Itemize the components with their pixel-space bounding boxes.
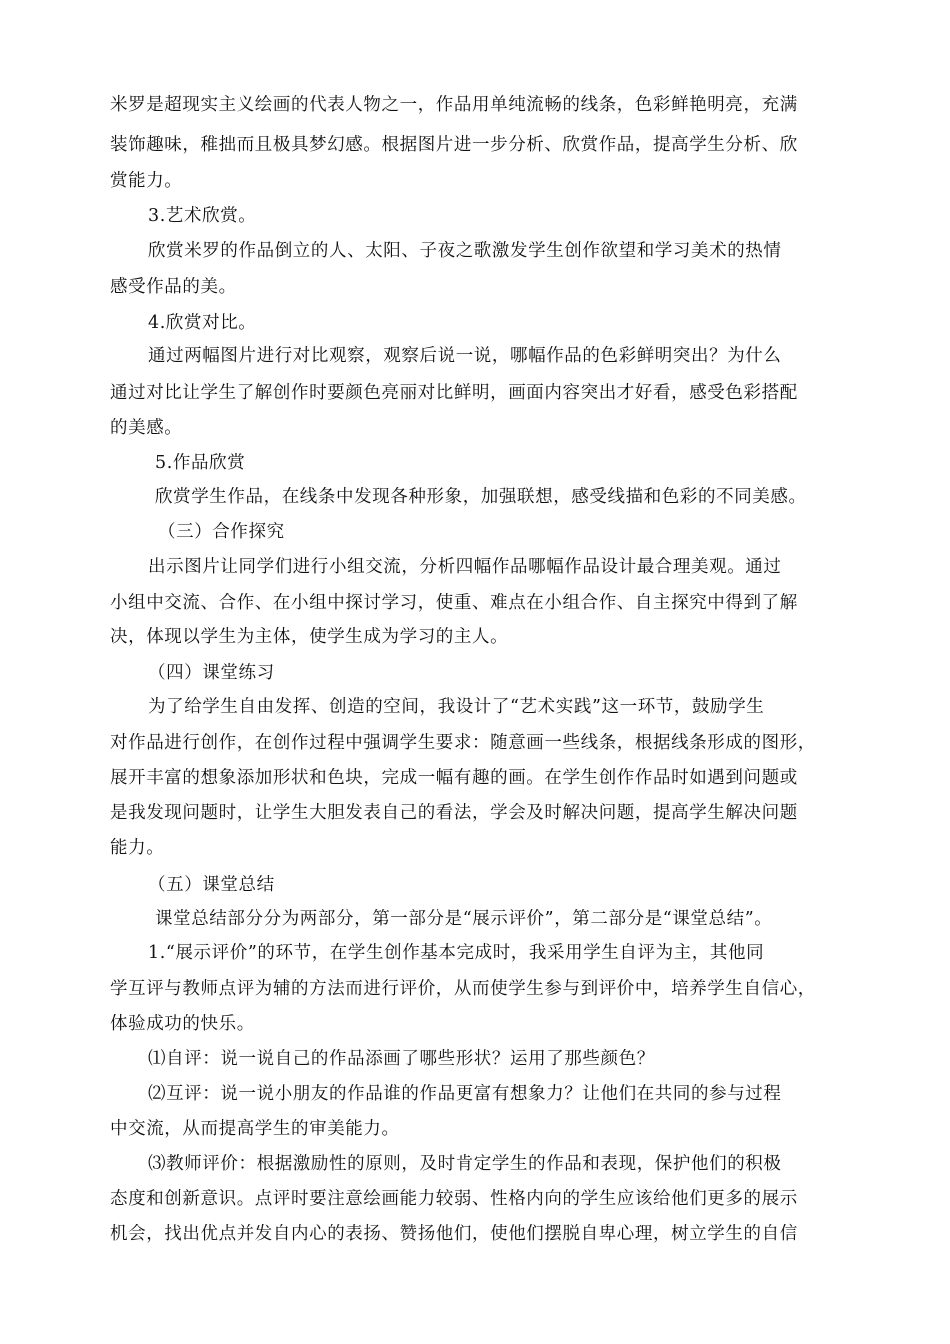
paragraph-line: 展开丰富的想象添加形状和色块，完成一幅有趣的画。在学生创作作品时如遇到问题或 <box>110 768 798 788</box>
paragraph-line: 感受作品的美。 <box>110 277 237 297</box>
paragraph-line: 学互评与教师点评为辅的方法而进行评价，从而使学生参与到评价中，培养学生自信心， <box>110 979 816 999</box>
paragraph-line: 通过两幅图片进行对比观察，观察后说一说，哪幅作品的色彩鲜明突出？为什么 <box>148 346 782 366</box>
paragraph-line: ⑶教师评价：根据激励性的原则，及时肯定学生的作品和表现，保护他们的积极 <box>148 1154 782 1174</box>
section-heading: （三）合作探究 <box>158 522 285 542</box>
paragraph-line: 赏能力。 <box>110 171 183 191</box>
paragraph-line: ⑵互评：说一说小朋友的作品谁的作品更富有想象力？让他们在共同的参与过程 <box>148 1084 782 1104</box>
paragraph-line: 态度和创新意识。点评时要注意绘画能力较弱、性格内向的学生应该给他们更多的展示 <box>110 1189 798 1209</box>
paragraph-line: 米罗是超现实主义绘画的代表人物之一，作品用单纯流畅的线条，色彩鲜艳明亮，充满 <box>110 95 798 115</box>
paragraph-line: 课堂总结部分分为两部分，第一部分是“展示评价”，第二部分是“课堂总结”。 <box>155 909 773 929</box>
paragraph-line: 的美感。 <box>110 418 183 438</box>
paragraph-line: ⑴自评：说一说自己的作品添画了哪些形状？运用了那些颜色？ <box>148 1049 655 1069</box>
section-heading: （四）课堂练习 <box>148 663 275 683</box>
paragraph-line: 小组中交流、合作、在小组中探讨学习，使重、难点在小组合作、自主探究中得到了解 <box>110 593 798 613</box>
paragraph-line: 决，体现以学生为主体，使学生成为学习的主人。 <box>110 627 509 647</box>
paragraph-line: 中交流，从而提高学生的审美能力。 <box>110 1119 400 1139</box>
paragraph-line: 机会，找出优点并发自内心的表扬、赞扬他们，使他们摆脱自卑心理，树立学生的自信 <box>110 1224 798 1244</box>
paragraph-line: 装饰趣味，稚拙而且极具梦幻感。根据图片进一步分析、欣赏作品，提高学生分析、欣 <box>110 135 798 155</box>
section-heading: 5.作品欣赏 <box>155 453 246 473</box>
paragraph-line: 为了给学生自由发挥、创造的空间，我设计了“艺术实践”这一环节，鼓励学生 <box>148 697 765 717</box>
paragraph-line: 通过对比让学生了解创作时要颜色亮丽对比鲜明，画面内容突出才好看，感受色彩搭配 <box>110 383 798 403</box>
paragraph-line: 欣赏米罗的作品倒立的人、太阳、子夜之歌激发学生创作欲望和学习美术的热情 <box>148 241 782 261</box>
paragraph-line: 能力。 <box>110 838 165 858</box>
section-heading: 3.艺术欣赏。 <box>148 206 257 226</box>
paragraph-line: 欣赏学生作品，在线条中发现各种形象，加强联想，感受线描和色彩的不同美感。 <box>155 487 807 507</box>
paragraph-line: 是我发现问题时，让学生大胆发表自己的看法，学会及时解决问题，提高学生解决问题 <box>110 803 798 823</box>
paragraph-line: 体验成功的快乐。 <box>110 1014 255 1034</box>
paragraph-line: 出示图片让同学们进行小组交流，分析四幅作品哪幅作品设计最合理美观。通过 <box>148 557 782 577</box>
paragraph-line: 对作品进行创作，在创作过程中强调学生要求：随意画一些线条，根据线条形成的图形， <box>110 733 816 753</box>
section-heading: （五）课堂总结 <box>148 875 275 895</box>
paragraph-line: 1.“展示评价”的环节，在学生创作基本完成时，我采用学生自评为主，其他同 <box>148 943 765 963</box>
section-heading: 4.欣赏对比。 <box>148 313 257 333</box>
